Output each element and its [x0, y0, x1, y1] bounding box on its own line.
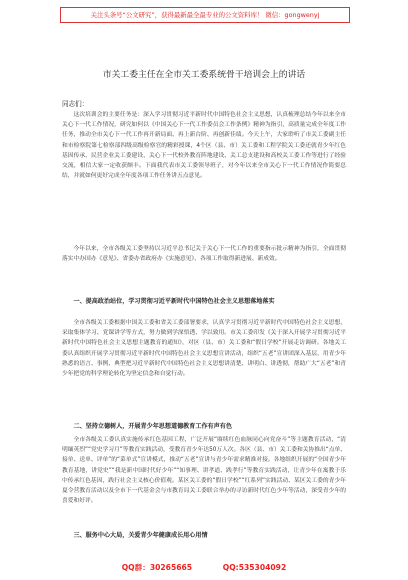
paragraph: 今年以来，全市各级关工委坚持以习近平总书记关于关心下一代工作的重要指示批示精神为指引，全面贯彻落实中办国办《意见》、省委办省政府办《实施意见》，各项工作取得新进展、新成效。	[62, 246, 346, 263]
footer-qq-group: QQ群：30265665	[121, 563, 193, 572]
page-title: 市关工委主任在全市关工委系统骨干培训会上的讲话	[102, 70, 306, 80]
section-heading: 二、坚持立德树人，开展青少年思想道德教育工作有声有色	[73, 423, 232, 430]
section-heading: 一、提高政治站位，学习贯彻习近平新时代中国特色社会主义思想落地落实	[73, 298, 275, 305]
paragraph: 这次培训会的主要任务是：深入学习贯彻习近平新时代中国特色社会主义思想，认真梳理总结今年以来全市关心下一代工作情况，研究如何以《中国关心下一代工作委员会工作条例》精神为指引，高质量完成全年度工作任务，推动全市关心下一代工作再开新局面、再上新台阶、再创新佳绩。今天上午，大家聆听了市关工委副主任和市检察院第七检察部四级高级检察官的精彩授课，4个区（县、市）关工委和工程学院关工委还就青少年红色基因传承、民营企业关工委建设、关心下一代校外教育阵地建设、关工总支建设和高校关工委工作等进行了经验交流，相信大家一定收获颇丰。下面我代表市关工委领导班子，对今年以来全市关心下一代工作情况作简要总结，并就如何更好完成全年度各项工作任务讲五点意见。	[62, 112, 346, 180]
footer-qq: QQ:535304092	[222, 563, 287, 572]
section-heading: 三、服务中心大局，关爱青少年健康成长用心用情	[73, 532, 208, 539]
salutation: 同志们：	[62, 100, 89, 108]
paragraph: 全市各级关工委根据中国关工委和省关工委部署要求，认真学习贯彻习近平新时代中国特色社会主义思想，采取集体学习、党课讲学等方式，努力做到学深悟透、学以致用。市关工委印发《关于深入开展学习贯彻习近平新时代中国特色社会主义思想主题教育的通知》，对区（县、市）关工委和“假日学校”开展走访调研。各地关工委认真组织开展学习贯彻习近平新时代中国特色社会主义思想宣讲活动，组织“五老”宣讲团深入基层，用青少年熟悉的语言、事例、典型把习近平新时代中国特色社会主义思想讲清楚、讲明白、讲透彻，帮助广大“五老”和青少年把党的科学理论转化为坚定信念和自觉行动。	[62, 320, 346, 378]
paragraph: 全市各级关工委认真实施传承红色基因工程，广泛开展“赓续红色血脉同心向党奋斗”等主题教育活动，“清明缅英烈”“党史学习月”等教育实践活动，受教育青少年达50万人次。各区（县、市）关工委和关协推出“点单、接单、送单、评单”的“菜单式”宣讲模式，推动“五老”宣讲与青少年需求精准对接。各地组织开展的“全国青少年教育基地，讲党史”“我是新中国时代好少年”“知事理、讲孝道、践孝行”等教育实践活动，让青少年在寓教于乐中传承红色基因，践行社会主义核心价值观。某区关工委的“假日学校”“红系列”实践活动、某区关工委的青少年夏令营教育活动以及全市下一代基金会与市教育局关工委联合举办的寻访新时代红色少年等活动，深受青少年的喜爱和好评。	[62, 437, 346, 505]
footer-contact	[0, 562, 408, 573]
promo-banner[interactable]: 关注头条号“公文研究”，获得最新最全最专业的公文资料库！ 微信：gongwenyj	[60, 7, 350, 23]
